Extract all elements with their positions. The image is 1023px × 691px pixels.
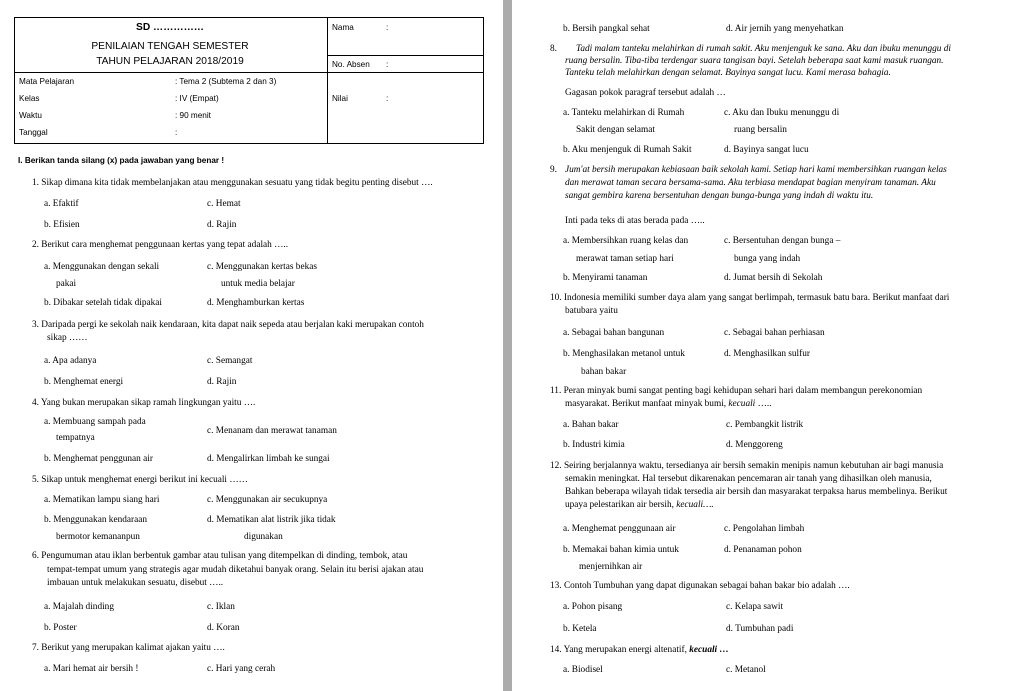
option-8c-cont: ruang bersalin bbox=[734, 125, 787, 135]
option-3c[interactable]: c. Semangat bbox=[207, 356, 253, 366]
question-12-kecuali: kecuali…. bbox=[676, 500, 714, 510]
header-divider bbox=[327, 72, 483, 73]
option-4a-cont: tempatnya bbox=[56, 433, 95, 443]
option-14a[interactable]: a. Biodisel bbox=[563, 665, 603, 675]
option-13d[interactable]: d. Tumbuhan padi bbox=[726, 624, 794, 634]
question-12-cont: Bahkan beberapa wilayah tidak tersedia air bersih dan masyarakat terpaksa harus membelinya. Berikut bbox=[565, 487, 948, 497]
question-11-kecuali: kecuali bbox=[728, 399, 756, 409]
field-value-time: : 90 menit bbox=[175, 111, 211, 120]
option-11d[interactable]: d. Menggoreng bbox=[726, 440, 783, 450]
option-8d[interactable]: d. Bayinya sangat lucu bbox=[724, 145, 809, 155]
instruction: I. Berikan tanda silang (x) pada jawaban yang benar ! bbox=[18, 156, 225, 165]
question-11-cont bbox=[565, 399, 772, 410]
question-13: 13. Contoh Tumbuhan yang dapat digunakan sebagai bahan bakar bio adalah …. bbox=[550, 581, 850, 591]
option-13a[interactable]: a. Pohon pisang bbox=[563, 602, 623, 612]
option-2c[interactable]: c. Menggunakan kertas bekas bbox=[207, 262, 317, 272]
question-8-paragraph: ruang bersalin. Tiba-tiba terdengar suara tangisan bayi. Setelah beberapa saat kami masuk ruangan. bbox=[565, 56, 944, 66]
field-value-date: : bbox=[175, 128, 178, 137]
question-6-cont: imbauan untuk melakukan sesuatu, disebut ….. bbox=[47, 578, 224, 588]
option-1c[interactable]: c. Hemat bbox=[207, 199, 241, 209]
option-13b[interactable]: b. Ketela bbox=[563, 624, 597, 634]
header-divider bbox=[15, 72, 327, 73]
question-11-text: masyarakat. Berikut manfaat minyak bumi, bbox=[565, 399, 729, 409]
option-5b-cont: bermotor kemananpun bbox=[56, 532, 140, 542]
question-9: Inti pada teks di atas berada pada ….. bbox=[565, 216, 705, 226]
option-1b[interactable]: b. Efisien bbox=[44, 220, 80, 230]
option-8b[interactable]: b. Aku menjenguk di Rumah Sakit bbox=[563, 145, 692, 155]
option-12a[interactable]: a. Menghemat penggunaan air bbox=[563, 524, 676, 534]
option-6a[interactable]: a. Majalah dinding bbox=[44, 602, 114, 612]
option-10c[interactable]: c. Sebagai bahan perhiasan bbox=[724, 328, 825, 338]
question-9-number: 9. bbox=[550, 165, 557, 175]
question-5: 5. Sikap untuk menghemat energi berikut ini kecuali …… bbox=[32, 475, 248, 485]
question-14-text: 14. Yang merupakan energi altenatif, bbox=[550, 645, 690, 655]
question-3: 3. Daripada pergi ke sekolah naik kendaraan, kita dapat naik sepeda atau berjalan kaki merupakan contoh bbox=[32, 320, 424, 330]
question-10: 10. Indonesia memiliki sumber daya alam yang sangat berlimpah, termasuk batu bara. Berikut manfaat dari bbox=[550, 293, 950, 303]
option-2d[interactable]: d. Menghamburkan kertas bbox=[207, 298, 305, 308]
question-2: 2. Berikut cara menghemat penggunaan kertas yang tepat adalah ….. bbox=[32, 240, 289, 250]
option-4c[interactable]: c. Menanam dan merawat tanaman bbox=[207, 426, 337, 436]
school-name: SD …………… bbox=[136, 22, 204, 33]
option-9a-cont: merawat taman setiap hari bbox=[576, 254, 674, 264]
question-11: 11. Peran minyak bumi sangat penting bagi kehidupan sehari hari dalam membangun perekonomian bbox=[550, 386, 923, 396]
question-1: 1. Sikap dimana kita tidak membelanjakan atau menggunakan sesuatu yang tidak begitu penting disebut …. bbox=[32, 178, 433, 188]
option-5b[interactable]: b. Menggunakan kendaraan bbox=[44, 515, 148, 525]
question-10-cont: batubara yaitu bbox=[565, 306, 618, 316]
field-value-name: : bbox=[386, 23, 389, 32]
field-label-date: Tanggal bbox=[19, 128, 48, 137]
option-5c[interactable]: c. Menggunakan air secukupnya bbox=[207, 495, 328, 505]
question-8-number: 8. bbox=[550, 44, 557, 54]
option-6d[interactable]: d. Koran bbox=[207, 623, 240, 633]
header-divider-vertical bbox=[327, 18, 328, 143]
option-9c[interactable]: c. Bersentuhan dengan bunga – bbox=[724, 236, 841, 246]
question-8-paragraph: Tanteku telah melahirkan dengan selamat. Bayinya sangat lucu. Kami merasa bahagia. bbox=[565, 68, 891, 78]
document-page-right bbox=[512, 0, 1023, 691]
option-4b[interactable]: b. Menghemat penggunan air bbox=[44, 454, 153, 464]
field-label-subject: Mata Pelajaran bbox=[19, 77, 75, 86]
question-14 bbox=[550, 645, 729, 656]
option-11c[interactable]: c. Pembangkit listrik bbox=[726, 420, 804, 430]
field-label-absen: No. Absen bbox=[332, 60, 370, 69]
question-9-paragraph: Jum'at bersih merupakan kebiasaan baik sekolah kami. Setiap hari kami membersihkan ruangan kelas bbox=[565, 165, 947, 175]
option-2a-cont: pakai bbox=[56, 279, 77, 289]
option-2c-cont: untuk media belajar bbox=[221, 279, 295, 289]
option-8a[interactable]: a. Tanteku melahirkan di Rumah bbox=[563, 108, 685, 118]
option-3b[interactable]: b. Menghemat energi bbox=[44, 377, 124, 387]
option-5a[interactable]: a. Mematikan lampu siang hari bbox=[44, 495, 160, 505]
header-table bbox=[14, 17, 484, 144]
option-8a-cont: Sakit dengan selamat bbox=[576, 125, 656, 135]
option-10a[interactable]: a. Sebagai bahan bangunan bbox=[563, 328, 665, 338]
option-9b[interactable]: b. Menyirami tanaman bbox=[563, 273, 648, 283]
option-4d[interactable]: d. Mengalirkan limbah ke sungai bbox=[207, 454, 330, 464]
option-11a[interactable]: a. Bahan bakar bbox=[563, 420, 619, 430]
option-1d[interactable]: d. Rajin bbox=[207, 220, 237, 230]
option-9a[interactable]: a. Membersihkan ruang kelas dan bbox=[563, 236, 689, 246]
field-label-time: Waktu bbox=[19, 111, 42, 120]
option-4a[interactable]: a. Membuang sampah pada bbox=[44, 417, 146, 427]
question-4: 4. Yang bukan merupakan sikap ramah lingkungan yaitu …. bbox=[32, 398, 256, 408]
question-9-paragraph: dan merawat taman secara bersama-sama. Aku terbiasa mendapat bagian menyiram tanaman. Aku bbox=[565, 178, 936, 188]
option-10b-cont: bahan bakar bbox=[581, 367, 627, 377]
option-12b-cont: menjernihkan air bbox=[579, 562, 643, 572]
option-2a[interactable]: a. Menggunakan dengan sekali bbox=[44, 262, 160, 272]
option-5d-cont: digunakan bbox=[244, 532, 283, 542]
field-value-score: : bbox=[386, 94, 389, 103]
option-9c-cont: bunga yang indah bbox=[734, 254, 801, 264]
question-3-cont: sikap …… bbox=[47, 333, 88, 343]
option-12c[interactable]: c. Pengolahan limbah bbox=[724, 524, 805, 534]
field-value-absen: : bbox=[386, 60, 389, 69]
field-label-name: Nama bbox=[332, 23, 354, 32]
option-7c[interactable]: c. Hari yang cerah bbox=[207, 664, 276, 674]
option-6b[interactable]: b. Poster bbox=[44, 623, 77, 633]
exam-year: TAHUN PELAJARAN 2018/2019 bbox=[96, 56, 244, 67]
option-7a[interactable]: a. Mari hemat air bersih ! bbox=[44, 664, 139, 674]
option-10b[interactable]: b. Menghasilakan metanol untuk bbox=[563, 349, 685, 359]
question-6: 6. Pengumuman atau iklan berbentuk gambar atau tulisan yang ditempelkan di dinding, tembok, atau bbox=[32, 551, 408, 561]
question-6-cont: tempat-tempat umum yang strategis agar mudah diketahui banyak orang. Selain itu berisi ajakan atau bbox=[47, 565, 424, 575]
document-page-left bbox=[0, 0, 503, 691]
option-9d[interactable]: d. Jumat bersih di Sekolah bbox=[724, 273, 823, 283]
field-value-class: : IV (Empat) bbox=[175, 94, 219, 103]
question-12-text: upaya pelestarikan air bersih, bbox=[565, 500, 677, 510]
option-11b[interactable]: b. Industri kimia bbox=[563, 440, 625, 450]
option-7d[interactable]: d. Air jernih yang menyehatkan bbox=[726, 24, 844, 34]
field-label-score: Nilai bbox=[332, 94, 348, 103]
exam-title: PENILAIAN TENGAH SEMESTER bbox=[91, 41, 249, 52]
option-10d[interactable]: d. Menghasilkan sulfur bbox=[724, 349, 810, 359]
option-13c[interactable]: c. Kelapa sawit bbox=[726, 602, 784, 612]
question-8: Gagasan pokok paragraf tersebut adalah … bbox=[565, 88, 726, 98]
question-12-cont: semakin meningkat. Hal tersebut dikarenakan pencemaran air tanah yang dihasilkan oleh manusia, bbox=[565, 474, 932, 484]
option-7b[interactable]: b. Bersih pangkal sehat bbox=[563, 24, 650, 34]
option-3a[interactable]: a. Apa adanya bbox=[44, 356, 97, 366]
option-12d[interactable]: d. Penanaman pohon bbox=[724, 545, 802, 555]
option-12b[interactable]: b. Memakai bahan kimia untuk bbox=[563, 545, 679, 555]
question-12-cont bbox=[565, 500, 714, 511]
header-divider bbox=[327, 55, 483, 56]
question-12: 12. Seiring berjalannya waktu, tersedianya air bersih semakin menipis namun kebutuhan air bagi manusia bbox=[550, 461, 944, 471]
option-14c[interactable]: c. Metanol bbox=[726, 665, 766, 675]
question-14-kecuali: kecuali … bbox=[689, 645, 729, 655]
question-11-ellipsis: ….. bbox=[755, 399, 772, 409]
option-2b[interactable]: b. Dibakar setelah tidak dipakai bbox=[44, 298, 162, 308]
option-1a[interactable]: a. Efaktif bbox=[44, 199, 79, 209]
question-7: 7. Berikut yang merupakan kalimat ajakan yaitu …. bbox=[32, 643, 225, 653]
option-6c[interactable]: c. Iklan bbox=[207, 602, 235, 612]
question-9-paragraph: sangat gembira karena bersentuhan dengan bunga-bunga yang indah di waktu itu. bbox=[565, 191, 874, 201]
question-8-paragraph: Tadi malam tanteku melahirkan di rumah sakit. Aku menjenguk ke sana. Aku dan ibuku menunggu di bbox=[576, 44, 952, 54]
option-5d[interactable]: d. Mematikan alat listrik jika tidak bbox=[207, 515, 336, 525]
field-value-subject: : Tema 2 (Subtema 2 dan 3) bbox=[175, 77, 277, 86]
field-label-class: Kelas bbox=[19, 94, 40, 103]
option-3d[interactable]: d. Rajin bbox=[207, 377, 237, 387]
option-8c[interactable]: c. Aku dan Ibuku menunggu di bbox=[724, 108, 840, 118]
